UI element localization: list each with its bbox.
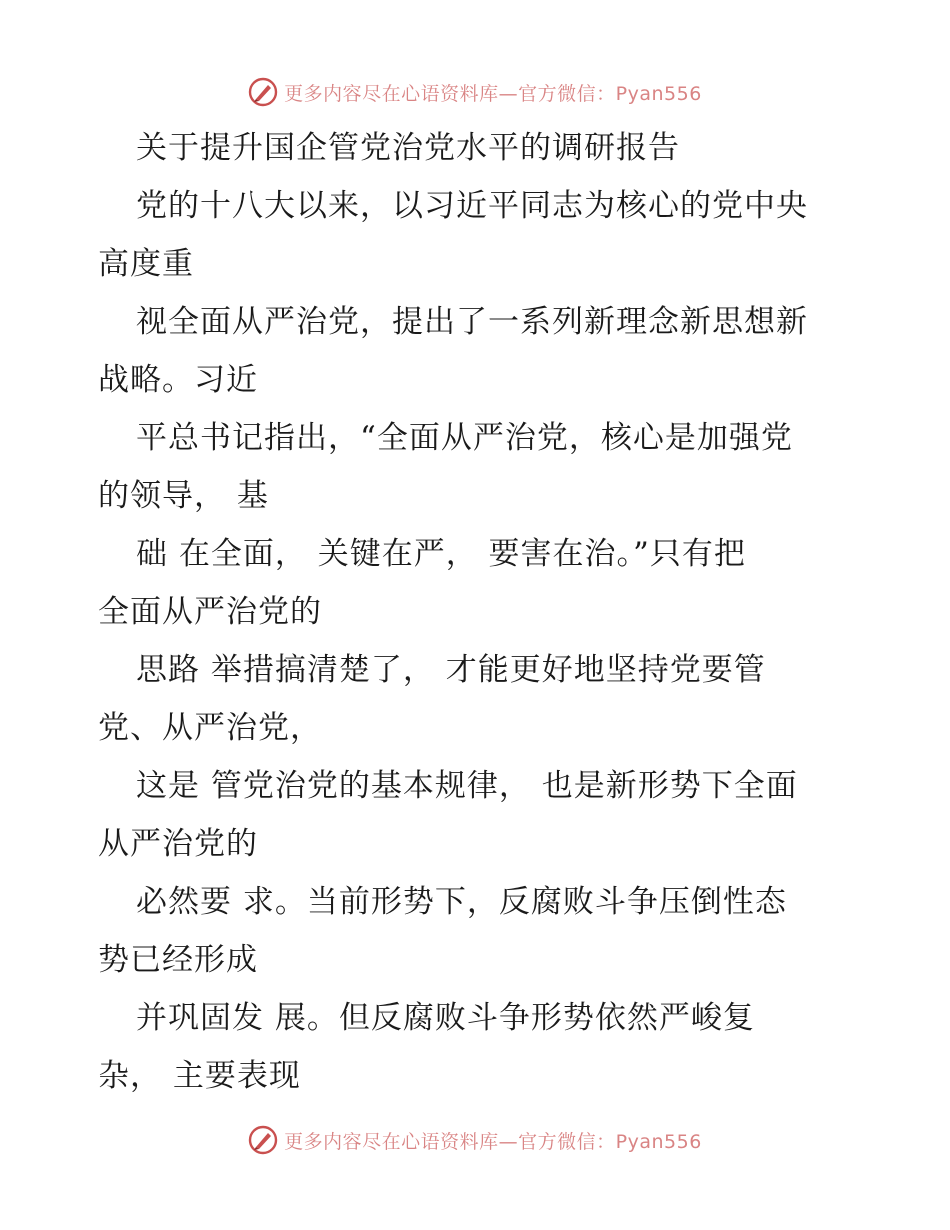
text-line: 战略。习近 <box>98 362 258 398</box>
document-body <box>98 119 858 1105</box>
header-watermark <box>0 72 950 112</box>
text-line: 础 在全面， 关键在严， 要害在治。”只有把 <box>136 536 746 572</box>
text-line: 党、从严治党， <box>98 710 322 746</box>
text-line: 平总书记指出，“全面从严治党，核心是加强党 <box>136 420 793 456</box>
text-line: 并巩固发 展。但反腐败斗争形势依然严峻复 <box>136 1000 755 1036</box>
footer-watermark <box>0 1120 950 1160</box>
text-line: 全面从严治党的 <box>98 594 322 630</box>
text-line: 从严治党的 <box>98 826 258 862</box>
text-line: 杂， 主要表现 <box>98 1058 301 1094</box>
text-line: 这是 管党治党的基本规律， 也是新形势下全面 <box>136 768 798 804</box>
pen-logo-icon <box>248 1125 278 1155</box>
text-line: 高度重 <box>98 246 194 282</box>
text-line: 视全面从严治党，提出了一系列新理念新思想新 <box>136 304 808 340</box>
pen-logo-icon <box>248 77 278 107</box>
text-line: 党的十八大以来，以习近平同志为核心的党中央 <box>136 188 808 224</box>
text-line: 必然要 求。当前形势下，反腐败斗争压倒性态 <box>136 884 787 920</box>
watermark-text: 更多内容尽在心语资料库—官方微信：Pyan556 <box>284 82 702 105</box>
watermark-text: 更多内容尽在心语资料库—官方微信：Pyan556 <box>284 1130 702 1153</box>
text-line: 势已经形成 <box>98 942 258 978</box>
text-line: 思路 举措搞清楚了， 才能更好地坚持党要管 <box>136 652 766 688</box>
text-line: 关于提升国企管党治党水平的调研报告 <box>136 130 680 166</box>
text-line: 的领导， 基 <box>98 478 269 514</box>
